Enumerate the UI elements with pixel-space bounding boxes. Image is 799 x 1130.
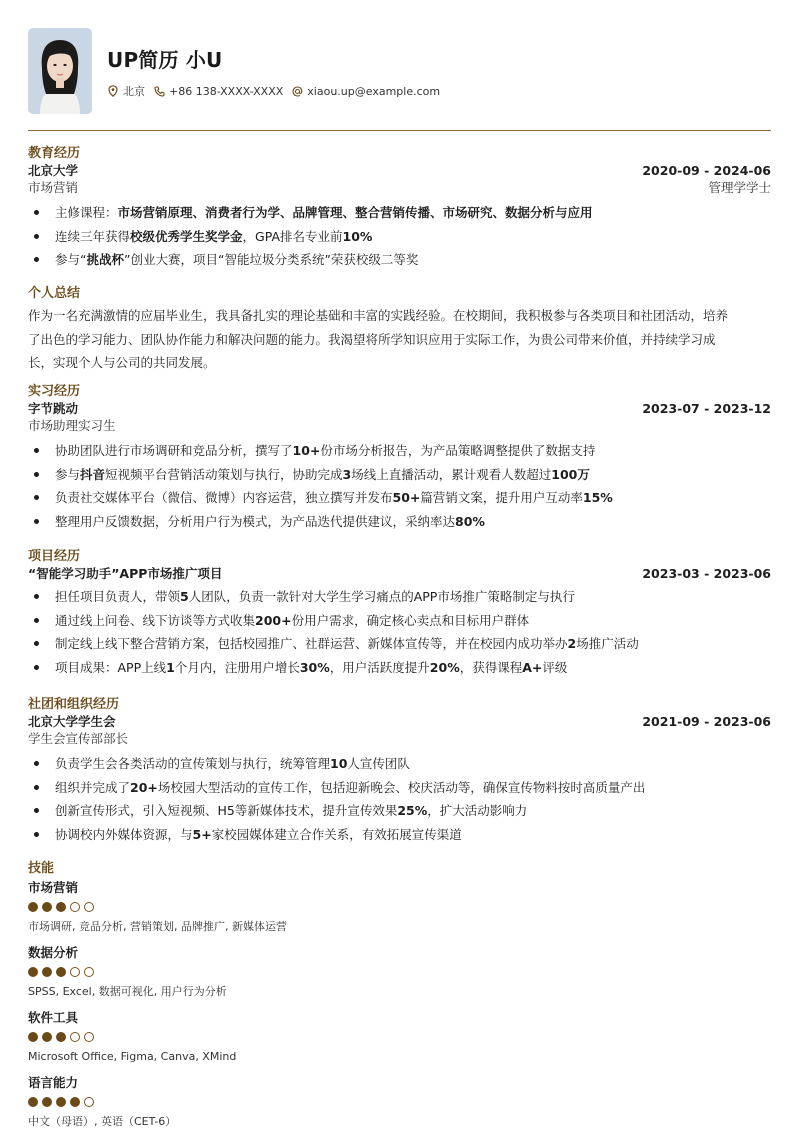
bullet-highlight: 3	[342, 466, 352, 482]
bullet-text: 整理用户反馈数据，分析用户行为模式，为产品迭代提供建议，采纳率达	[55, 513, 456, 529]
filled-dot-icon	[56, 967, 66, 977]
education-date: 2020-09 - 2024-06	[642, 163, 771, 178]
bullet-text: ，扩大活动影响力	[427, 803, 528, 818]
bullet-text: 担任项目负责人，带领	[55, 589, 181, 604]
profile-photo	[28, 28, 92, 114]
bullet-text: ”创业大赛，项目“智能垃圾分类系统”荣获校级二等奖	[124, 252, 419, 267]
bullet-text: 协调校内外媒体资源，与	[55, 826, 193, 842]
bullet-highlight: 100万	[551, 466, 590, 482]
bullet-item	[28, 510, 771, 534]
skill-name: 数据分析	[28, 945, 79, 960]
skill-description: Microsoft Office, Figma, Canva, XMind	[28, 1050, 237, 1063]
filled-dot-icon	[28, 902, 38, 912]
bullet-text: 篇营销文案，提升用户互动率	[420, 490, 583, 505]
bullet-text: 参与	[55, 466, 81, 482]
bullet-highlight: 10%	[342, 228, 373, 244]
bullet-item	[28, 609, 771, 633]
section-title: 教育经历	[28, 146, 81, 161]
bullet-item	[28, 823, 771, 847]
bullet-dot-icon	[34, 761, 39, 766]
filled-dot-icon	[42, 967, 52, 977]
club-bullets	[28, 752, 771, 846]
bullet-dot-icon	[34, 665, 39, 670]
bullet-text: 场校园大型活动的宣传工作，包括迎新晚会、校庆活动等，确保宣传物料按时高质量产出	[157, 779, 646, 795]
contact-phone[interactable]	[153, 85, 283, 98]
bullet-dot-icon	[34, 808, 39, 813]
bullet-item	[28, 752, 771, 776]
bullet-highlight: 30%	[299, 659, 330, 675]
bullet-dot-icon	[34, 210, 39, 215]
bullet-item	[28, 585, 771, 609]
location-pin-icon	[107, 85, 119, 97]
bullet-highlight: 15%	[582, 490, 613, 505]
bullet-text: 连续三年获得	[55, 228, 131, 244]
resume-header	[28, 28, 448, 114]
bullet-text: ，用户活跃度提升	[329, 659, 430, 675]
bullet-text: 份市场分析报告，为产品策略调整提供了数据支持	[320, 443, 596, 458]
summary-text	[28, 304, 771, 375]
skill-level-rating	[28, 967, 771, 978]
empty-dot-icon	[84, 1097, 94, 1107]
skill-item	[28, 1009, 771, 1064]
bullet-text: 负责社交媒体平台（微信、微博）内容运营，独立撰写并发布	[55, 490, 393, 505]
bullet-dot-icon	[34, 832, 39, 837]
filled-dot-icon	[56, 902, 66, 912]
bullet-highlight: 10	[330, 756, 348, 771]
bullet-text: 家校园媒体建立合作关系，有效拓展宣传渠道	[211, 826, 462, 842]
project-section	[28, 549, 771, 679]
section-title: 实习经历	[28, 384, 81, 399]
bullet-highlight: 挑战杯	[86, 252, 124, 267]
bullet-highlight: 25%	[397, 803, 428, 818]
organization-name: 北京大学学生会	[28, 714, 116, 729]
bullet-dot-icon	[34, 594, 39, 599]
bullet-text: 负责学生会各类活动的宣传策划与执行，统筹管理	[55, 756, 331, 771]
bullet-item	[28, 225, 771, 249]
bullet-highlight: 校级优秀学生奖学金	[130, 228, 243, 244]
bullet-dot-icon	[34, 257, 39, 262]
skill-level-rating	[28, 1032, 771, 1043]
bullet-text: 人宣传团队	[347, 756, 410, 771]
bullet-highlight: 10+	[292, 443, 321, 458]
phone-text: +86 138-XXXX-XXXX	[169, 84, 284, 98]
bullet-text: ，GPA排名专业前	[242, 228, 343, 244]
project-name: “智能学习助手”APP市场推广项目	[28, 566, 223, 581]
filled-dot-icon	[28, 1097, 38, 1107]
internship-date: 2023-07 - 2023-12	[642, 401, 771, 416]
summary-line: 作为一名充满激情的应届毕业生，我具备扎实的理论基础和丰富的实践经验。在校期间，我积极参与各类项目和社团活动，培养	[28, 308, 729, 323]
bullet-item	[28, 656, 771, 680]
skills-list	[28, 879, 771, 1129]
phone-icon	[153, 85, 165, 97]
bullet-text: 人团队，负责一款针对大学生学习痛点的APP市场推广策略制定与执行	[188, 589, 575, 604]
bullet-text: 场推广活动	[576, 636, 639, 651]
filled-dot-icon	[70, 1097, 80, 1107]
summary-section	[28, 286, 771, 375]
skill-level-rating	[28, 902, 771, 913]
bullet-text: 短视频平台营销活动策划与执行，协助完成	[105, 466, 343, 482]
filled-dot-icon	[42, 902, 52, 912]
club-date: 2021-09 - 2023-06	[642, 714, 771, 729]
bullet-dot-icon	[34, 641, 39, 646]
filled-dot-icon	[42, 1097, 52, 1107]
filled-dot-icon	[42, 1032, 52, 1042]
skill-name: 语言能力	[28, 1075, 79, 1090]
bullet-highlight: 20%	[429, 659, 460, 675]
section-title: 社团和组织经历	[28, 697, 120, 712]
header-divider	[28, 130, 771, 131]
empty-dot-icon	[84, 902, 94, 912]
empty-dot-icon	[70, 1032, 80, 1042]
section-title: 项目经历	[28, 549, 81, 564]
bullet-highlight: A+	[522, 659, 543, 675]
education-bullets	[28, 201, 771, 272]
bullet-text: 参与“	[55, 252, 87, 267]
bullet-dot-icon	[34, 495, 39, 500]
skills-section	[28, 861, 771, 1129]
summary-line: 长，实现个人与公司的共同发展。	[28, 355, 216, 370]
summary-line: 了出色的学习能力、团队协作能力和解决问题的能力。我渴望将所学知识应用于实际工作，为贵公司带来价值，并持续学习成	[28, 331, 716, 347]
filled-dot-icon	[56, 1032, 66, 1042]
contact-location	[107, 83, 145, 99]
club-section	[28, 697, 771, 846]
skill-name: 市场营销	[28, 880, 79, 895]
location-text: 北京	[123, 85, 145, 98]
bullet-highlight: 市场营销原理、消费者行为学、品牌管理、整合营销传播、市场研究、数据分析与应用	[117, 205, 593, 220]
bullet-text: 项目成果：APP上线	[55, 659, 167, 675]
skill-description: 中文（母语）, 英语（CET-6）	[28, 1115, 177, 1128]
skill-item	[28, 944, 771, 999]
bullet-highlight: 50+	[392, 490, 421, 505]
bullet-item	[28, 486, 771, 510]
skill-item	[28, 879, 771, 934]
bullet-highlight: 2	[567, 636, 577, 651]
bullet-highlight: 抖音	[80, 466, 106, 482]
empty-dot-icon	[70, 967, 80, 977]
bullet-text: ，获得课程	[459, 659, 523, 675]
bullet-dot-icon	[34, 519, 39, 524]
email-text: xiaou.up@example.com	[307, 84, 441, 98]
bullet-text: 个月内，注册用户增长	[174, 659, 300, 675]
degree: 管理学学士	[708, 180, 771, 195]
section-title: 技能	[28, 861, 55, 876]
filled-dot-icon	[28, 967, 38, 977]
school-name: 北京大学	[28, 163, 79, 178]
bullet-dot-icon	[34, 618, 39, 623]
skill-name: 软件工具	[28, 1010, 79, 1025]
bullet-item	[28, 799, 771, 823]
bullet-item	[28, 463, 771, 487]
bullet-text: 主修课程：	[55, 205, 118, 220]
bullet-item	[28, 439, 771, 463]
internship-bullets	[28, 439, 771, 533]
bullet-text: 份用户需求，确定核心卖点和目标用户群体	[291, 612, 530, 628]
job-role: 市场助理实习生	[28, 418, 116, 433]
skill-description: SPSS, Excel, 数据可视化, 用户行为分析	[28, 985, 227, 998]
bullet-item	[28, 776, 771, 800]
bullet-highlight: 80%	[455, 513, 485, 529]
club-role: 学生会宣传部部长	[28, 731, 129, 746]
bullet-text: 评级	[542, 659, 568, 675]
bullet-highlight: 200+	[255, 612, 292, 628]
bullet-item	[28, 632, 771, 656]
at-sign-icon	[291, 85, 303, 97]
bullet-item	[28, 201, 771, 225]
bullet-text: 场线上直播活动，累计观看人数超过	[351, 466, 552, 482]
company-name: 字节跳动	[28, 401, 79, 416]
bullet-dot-icon	[34, 448, 39, 453]
empty-dot-icon	[70, 902, 80, 912]
bullet-text: 通过线上问卷、线下访谈等方式收集	[55, 612, 256, 628]
bullet-dot-icon	[34, 234, 39, 239]
major: 市场营销	[28, 180, 79, 195]
skill-item	[28, 1074, 771, 1129]
bullet-text: 创新宣传形式，引入短视频、H5等新媒体技术，提升宣传效果	[55, 803, 398, 818]
filled-dot-icon	[56, 1097, 66, 1107]
empty-dot-icon	[84, 1032, 94, 1042]
project-bullets	[28, 585, 771, 679]
education-section	[28, 146, 771, 272]
contact-info	[107, 83, 448, 99]
bullet-highlight: 5	[180, 589, 189, 604]
bullet-dot-icon	[34, 785, 39, 790]
project-date: 2023-03 - 2023-06	[642, 566, 771, 581]
skill-level-rating	[28, 1097, 771, 1108]
internship-section	[28, 384, 771, 533]
skill-description: 市场调研, 竞品分析, 营销策划, 品牌推广, 新媒体运营	[28, 920, 287, 933]
filled-dot-icon	[28, 1032, 38, 1042]
bullet-item	[28, 248, 771, 272]
empty-dot-icon	[84, 967, 94, 977]
bullet-text: 制定线上线下整合营销方案，包括校园推广、社群运营、新媒体宣传等，并在校园内成功举办	[55, 636, 568, 651]
bullet-highlight: 5+	[192, 826, 212, 842]
bullet-text: 组织并完成了	[55, 779, 131, 795]
candidate-name: UP简历 小U	[107, 48, 223, 72]
bullet-highlight: 20+	[130, 779, 158, 795]
bullet-dot-icon	[34, 472, 39, 477]
contact-email[interactable]	[291, 85, 440, 98]
bullet-highlight: 1	[166, 659, 175, 675]
section-title: 个人总结	[28, 286, 81, 301]
bullet-text: 协助团队进行市场调研和竞品分析，撰写了	[55, 443, 293, 458]
